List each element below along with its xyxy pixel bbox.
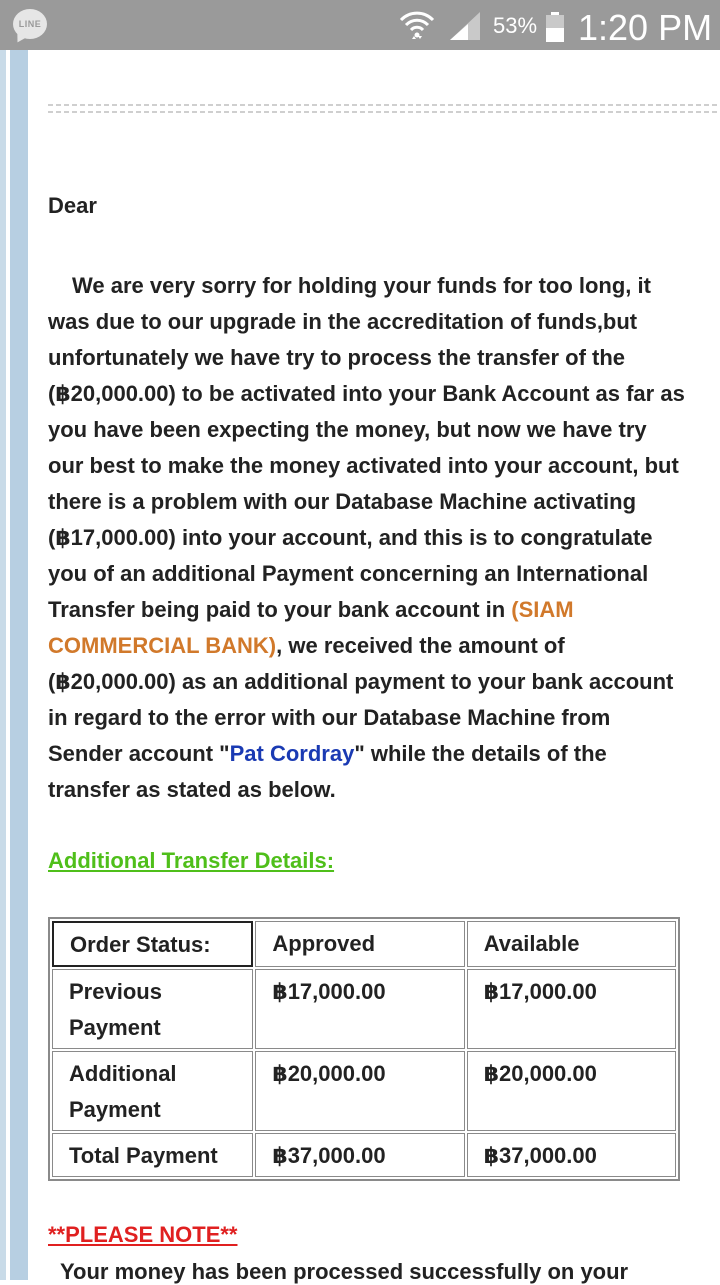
table-cell: Total Payment xyxy=(52,1133,253,1177)
note-heading: **PLEASE NOTE** xyxy=(48,1222,238,1247)
table-cell: ฿17,000.00 xyxy=(255,969,464,1049)
table-header-row xyxy=(52,921,676,967)
table-cell: ฿37,000.00 xyxy=(255,1133,464,1177)
line-app-icon[interactable]: LINE xyxy=(13,9,47,39)
table-cell: ฿20,000.00 xyxy=(467,1051,676,1131)
table-row xyxy=(52,969,676,1049)
table-cell: Previous Payment xyxy=(52,969,253,1049)
status-bar xyxy=(0,0,720,50)
paragraph-part-2: , we received the amount of (฿20,000.00) as an additional payment to your bank account in regard to the error with our Database Machine from Sender account " xyxy=(48,633,674,766)
bank-name: (SIAM COMMERCIAL BANK) xyxy=(48,597,574,658)
email-paragraph xyxy=(48,268,688,808)
clock: 1:20 PM xyxy=(578,7,713,48)
sender-name: Pat Cordray xyxy=(229,741,355,766)
table-cell: Additional Payment xyxy=(52,1051,253,1131)
note-text: Your money has been processed successfully on your xyxy=(60,1259,629,1284)
wifi-icon xyxy=(398,6,436,44)
table-header-cell: Order Status: xyxy=(52,921,253,967)
greeting: Dear xyxy=(48,193,97,218)
table-row xyxy=(52,1051,676,1131)
table-header-cell: Available xyxy=(467,921,676,967)
dashed-divider xyxy=(48,104,720,116)
transfer-table xyxy=(48,917,680,1181)
left-rail-inner xyxy=(10,50,28,1280)
details-heading: Additional Transfer Details: xyxy=(48,848,335,873)
table-header-cell: Approved xyxy=(255,921,464,967)
battery-percentage: 53% xyxy=(493,13,538,38)
table-cell: ฿20,000.00 xyxy=(255,1051,464,1131)
paragraph-part-1: We are very sorry for holding your funds for too long, it was due to our upgrade in the accreditation of funds,but unfortunately we have try to process the transfer of the (฿20,000.00) to be activated into your Bank Account as far as you have been expecting the money, but now we have try our best to make the money activated into your account, but there is a problem with our Database Machine activating (฿17,000.00) into your account, and this is to congratulate you of an additional Payment concerning an International Transfer being paid to your bank account in xyxy=(48,273,685,622)
signal-strength-icon xyxy=(448,10,482,42)
table-cell: ฿37,000.00 xyxy=(467,1133,676,1177)
battery-icon xyxy=(545,12,565,42)
paragraph-part-3: " while the details of the transfer as stated as below. xyxy=(48,741,607,802)
table-cell: ฿17,000.00 xyxy=(467,969,676,1049)
left-rail-outer xyxy=(0,50,6,1280)
table-row xyxy=(52,1133,676,1177)
